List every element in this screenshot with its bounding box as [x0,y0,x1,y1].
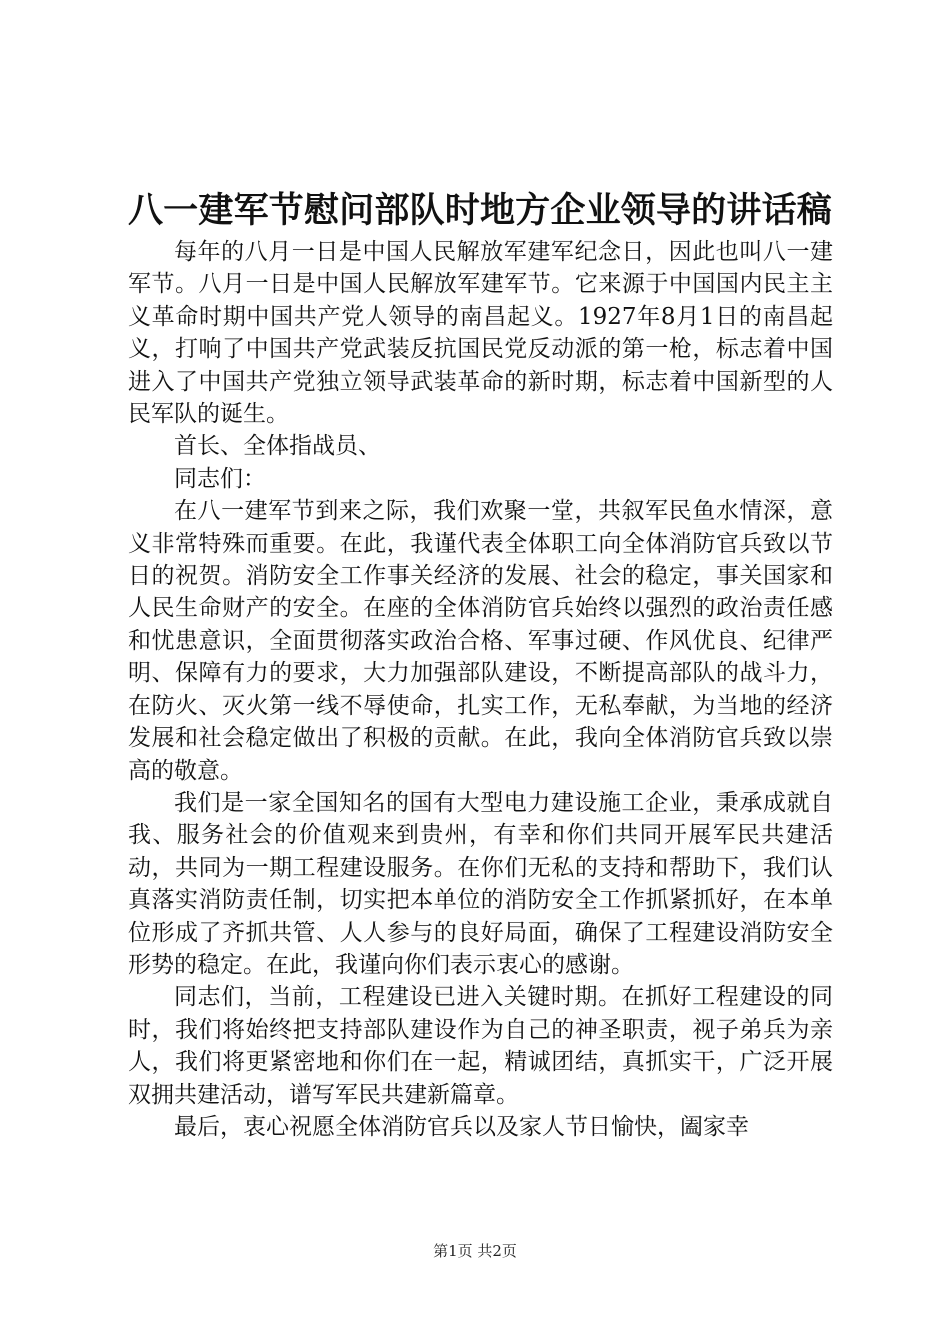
paragraph-commitment: 同志们，当前，工程建设已进入关键时期。在抓好工程建设的同时，我们将始终把支持部队建设作为自己的神圣职责，视子弟兵为亲人，我们将更紧密地和你们在一起，精诚团结，真抓实干，广泛开展双拥共建活动，谱写军民共建新篇章。 [128,984,833,1108]
paragraph-thanks: 我们是一家全国知名的国有大型电力建设施工企业，秉承成就自我、服务社会的价值观来到贵州，有幸和你们共同开展军民共建活动，共同为一期工程建设服务。在你们无私的支持和帮助下，我们认真落实消防责任制，切实把本单位的消防安全工作抓紧抓好，在本单位形成了齐抓共管、人人参与的良好局面，确保了工程建设消防安全形势的稳定。在此，我谨向你们表示衷心的感谢。 [128,789,833,978]
paragraph-salutation-leaders: 首长、全体指战员、 [174,433,381,460]
paragraph-intro: 每年的八月一日是中国人民解放军建军纪念日，因此也叫八一建军节。八月一日是中国人民解放军建军节。它来源于中国国内民主主义革命时期中国共产党人领导的南昌起义。1927年8月1日的南昌起义，打响了中国共产党武装反抗国民党反动派的第一枪，标志着中国进入了中国共产党独立领导武装革命的新时期，标志着中国新型的人民军队的诞生。 [128,239,833,428]
document-title: 八一建军节慰问部队时地方企业领导的讲话稿 [127,190,832,231]
page-footer: 第1页 共2页 [433,1242,517,1260]
document-body [128,236,833,1143]
paragraph-greeting: 在八一建军节到来之际，我们欢聚一堂，共叙军民鱼水情深，意义非常特殊而重要。在此，我谨代表全体职工向全体消防官兵致以节日的祝贺。消防安全工作事关经济的发展、社会的稳定，事关国家和人民生命财产的安全。在座的全体消防官兵始终以强烈的政治责任感和忧患意识，全面贯彻落实政治合格、军事过硬、作风优良、纪律严明、保障有力的要求，大力加强部队建设，不断提高部队的战斗力，在防火、灭火第一线不辱使命，扎实工作，无私奉献，为当地的经济发展和社会稳定做出了积极的贡献。在此，我向全体消防官兵致以崇高的敬意。 [128,498,833,784]
paragraph-closing: 最后，衷心祝愿全体消防官兵以及家人节日愉快，阖家幸 [174,1113,749,1140]
paragraph-salutation-comrades: 同志们： [174,465,266,492]
